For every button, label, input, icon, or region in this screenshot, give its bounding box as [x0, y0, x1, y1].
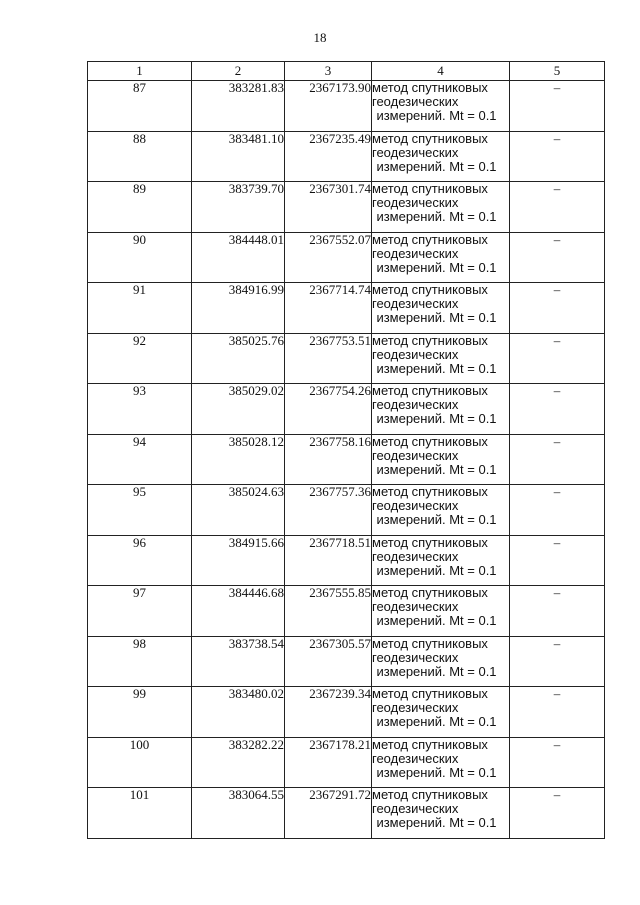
- accuracy-note-cell: –: [510, 788, 605, 839]
- x-coordinate-cell: 384448.01: [192, 232, 285, 283]
- y-coordinate-cell: 2367305.57: [285, 636, 372, 687]
- method-line: метод спутниковых: [372, 181, 488, 196]
- table-row: [88, 687, 605, 738]
- accuracy-note-cell: –: [510, 434, 605, 485]
- y-coordinate-cell: 2367757.36: [285, 485, 372, 536]
- x-coordinate-cell: 383481.10: [192, 131, 285, 182]
- method-line: геодезических: [372, 548, 459, 564]
- method-line: геодезических: [372, 346, 459, 362]
- method-cell: [372, 384, 510, 435]
- method-line: метод спутниковых: [372, 231, 488, 247]
- y-coordinate-cell: 2367714.74: [285, 283, 372, 334]
- method-line: геодезических: [372, 498, 459, 513]
- method-cell: [372, 737, 510, 788]
- method-line: измерений. Mt = 0.1: [376, 209, 497, 224]
- table-row: [88, 182, 605, 233]
- header-col-1: 1: [88, 62, 192, 81]
- y-coordinate-cell: 2367555.85: [285, 586, 372, 637]
- y-coordinate-cell: 2367235.49: [285, 131, 372, 182]
- method-line: измерений. Mt = 0.1: [376, 360, 497, 376]
- method-line: измерений. Mt = 0.1: [376, 613, 497, 628]
- y-coordinate-cell: 2367239.34: [285, 687, 372, 738]
- method-line: измерений. Mt = 0.1: [376, 158, 497, 174]
- point-number-cell: 101: [88, 788, 192, 839]
- method-cell: [372, 636, 510, 687]
- point-number-cell: 98: [88, 636, 192, 687]
- header-col-4: 4: [372, 62, 510, 81]
- method-line: измерений. Mt = 0.1: [376, 310, 497, 325]
- x-coordinate-cell: 383739.70: [192, 182, 285, 233]
- accuracy-note-cell: –: [510, 81, 605, 132]
- method-cell: [372, 687, 510, 738]
- method-cell: [372, 333, 510, 384]
- method-line: измерений. Mt = 0.1: [376, 714, 497, 729]
- method-line: метод спутниковых: [372, 383, 488, 398]
- point-number-cell: 92: [88, 333, 192, 384]
- point-number-cell: 87: [88, 81, 192, 132]
- coordinates-table: [87, 61, 605, 839]
- x-coordinate-cell: 383064.55: [192, 788, 285, 839]
- method-line: геодезических: [372, 94, 459, 109]
- y-coordinate-cell: 2367301.74: [285, 182, 372, 233]
- method-line: метод спутниковых: [372, 635, 488, 651]
- table-row: [88, 131, 605, 182]
- accuracy-note-cell: –: [510, 535, 605, 586]
- method-cell: [372, 586, 510, 637]
- x-coordinate-cell: 385024.63: [192, 485, 285, 536]
- table-row: [88, 333, 605, 384]
- method-line: метод спутниковых: [372, 282, 488, 297]
- method-cell: [372, 182, 510, 233]
- method-cell: [372, 434, 510, 485]
- method-line: метод спутниковых: [372, 130, 488, 146]
- y-coordinate-cell: 2367718.51: [285, 535, 372, 586]
- method-line: геодезических: [372, 750, 459, 766]
- y-coordinate-cell: 2367753.51: [285, 333, 372, 384]
- method-line: геодезических: [372, 649, 459, 665]
- method-line: метод спутниковых: [372, 736, 488, 752]
- table-row: [88, 81, 605, 132]
- table-header-row: [88, 62, 605, 81]
- method-line: измерений. Mt = 0.1: [376, 663, 497, 679]
- point-number-cell: 91: [88, 283, 192, 334]
- point-number-cell: 95: [88, 485, 192, 536]
- method-line: геодезических: [372, 245, 459, 261]
- y-coordinate-cell: 2367291.72: [285, 788, 372, 839]
- method-line: измерений. Mt = 0.1: [376, 411, 497, 426]
- point-number-cell: 99: [88, 687, 192, 738]
- x-coordinate-cell: 385029.02: [192, 384, 285, 435]
- accuracy-note-cell: –: [510, 687, 605, 738]
- point-number-cell: 96: [88, 535, 192, 586]
- table-row: [88, 636, 605, 687]
- table-row: [88, 434, 605, 485]
- point-number-cell: 93: [88, 384, 192, 435]
- table-row: [88, 586, 605, 637]
- page-number: 18: [313, 30, 327, 45]
- accuracy-note-cell: –: [510, 636, 605, 687]
- accuracy-note-cell: –: [510, 283, 605, 334]
- x-coordinate-cell: 385025.76: [192, 333, 285, 384]
- y-coordinate-cell: 2367754.26: [285, 384, 372, 435]
- method-cell: [372, 131, 510, 182]
- method-cell: [372, 485, 510, 536]
- method-line: измерений. Mt = 0.1: [376, 259, 497, 275]
- method-line: метод спутниковых: [372, 686, 488, 701]
- method-line: геодезических: [372, 599, 459, 614]
- x-coordinate-cell: 383282.22: [192, 737, 285, 788]
- x-coordinate-cell: 384915.66: [192, 535, 285, 586]
- method-cell: [372, 283, 510, 334]
- method-line: измерений. Mt = 0.1: [376, 512, 497, 527]
- header-col-3: 3: [285, 62, 372, 81]
- method-line: геодезических: [372, 397, 459, 412]
- accuracy-note-cell: –: [510, 384, 605, 435]
- table-row: [88, 283, 605, 334]
- method-line: геодезических: [372, 195, 459, 210]
- y-coordinate-cell: 2367178.21: [285, 737, 372, 788]
- method-line: метод спутниковых: [372, 332, 488, 348]
- method-line: измерений. Mt = 0.1: [376, 461, 497, 477]
- y-coordinate-cell: 2367552.07: [285, 232, 372, 283]
- table-body: [88, 81, 605, 839]
- x-coordinate-cell: 384446.68: [192, 586, 285, 637]
- method-line: измерений. Mt = 0.1: [376, 815, 497, 830]
- accuracy-note-cell: –: [510, 333, 605, 384]
- method-line: геодезических: [372, 700, 459, 715]
- method-cell: [372, 535, 510, 586]
- table-row: [88, 232, 605, 283]
- table-row: [88, 737, 605, 788]
- point-number-cell: 89: [88, 182, 192, 233]
- method-line: метод спутниковых: [372, 80, 488, 95]
- accuracy-note-cell: –: [510, 232, 605, 283]
- header-col-2: 2: [192, 62, 285, 81]
- method-line: метод спутниковых: [372, 433, 488, 449]
- table-row: [88, 535, 605, 586]
- y-coordinate-cell: 2367173.90: [285, 81, 372, 132]
- method-line: измерений. Mt = 0.1: [376, 108, 497, 123]
- header-col-5: 5: [510, 62, 605, 81]
- method-line: геодезических: [372, 801, 459, 816]
- accuracy-note-cell: –: [510, 737, 605, 788]
- method-line: метод спутниковых: [372, 484, 488, 499]
- table-row: [88, 384, 605, 435]
- method-line: измерений. Mt = 0.1: [376, 764, 497, 780]
- point-number-cell: 100: [88, 737, 192, 788]
- point-number-cell: 88: [88, 131, 192, 182]
- method-line: геодезических: [372, 144, 459, 160]
- x-coordinate-cell: 384916.99: [192, 283, 285, 334]
- method-cell: [372, 788, 510, 839]
- method-line: метод спутниковых: [372, 787, 488, 802]
- method-line: геодезических: [372, 447, 459, 463]
- x-coordinate-cell: 383480.02: [192, 687, 285, 738]
- accuracy-note-cell: –: [510, 131, 605, 182]
- table-row: [88, 788, 605, 839]
- table-row: [88, 485, 605, 536]
- method-cell: [372, 81, 510, 132]
- method-line: геодезических: [372, 296, 459, 311]
- method-cell: [372, 232, 510, 283]
- point-number-cell: 97: [88, 586, 192, 637]
- method-line: метод спутниковых: [372, 585, 488, 600]
- accuracy-note-cell: –: [510, 586, 605, 637]
- x-coordinate-cell: 385028.12: [192, 434, 285, 485]
- point-number-cell: 94: [88, 434, 192, 485]
- point-number-cell: 90: [88, 232, 192, 283]
- y-coordinate-cell: 2367758.16: [285, 434, 372, 485]
- accuracy-note-cell: –: [510, 182, 605, 233]
- x-coordinate-cell: 383281.83: [192, 81, 285, 132]
- method-line: метод спутниковых: [372, 534, 488, 550]
- method-line: измерений. Mt = 0.1: [376, 562, 497, 578]
- x-coordinate-cell: 383738.54: [192, 636, 285, 687]
- accuracy-note-cell: –: [510, 485, 605, 536]
